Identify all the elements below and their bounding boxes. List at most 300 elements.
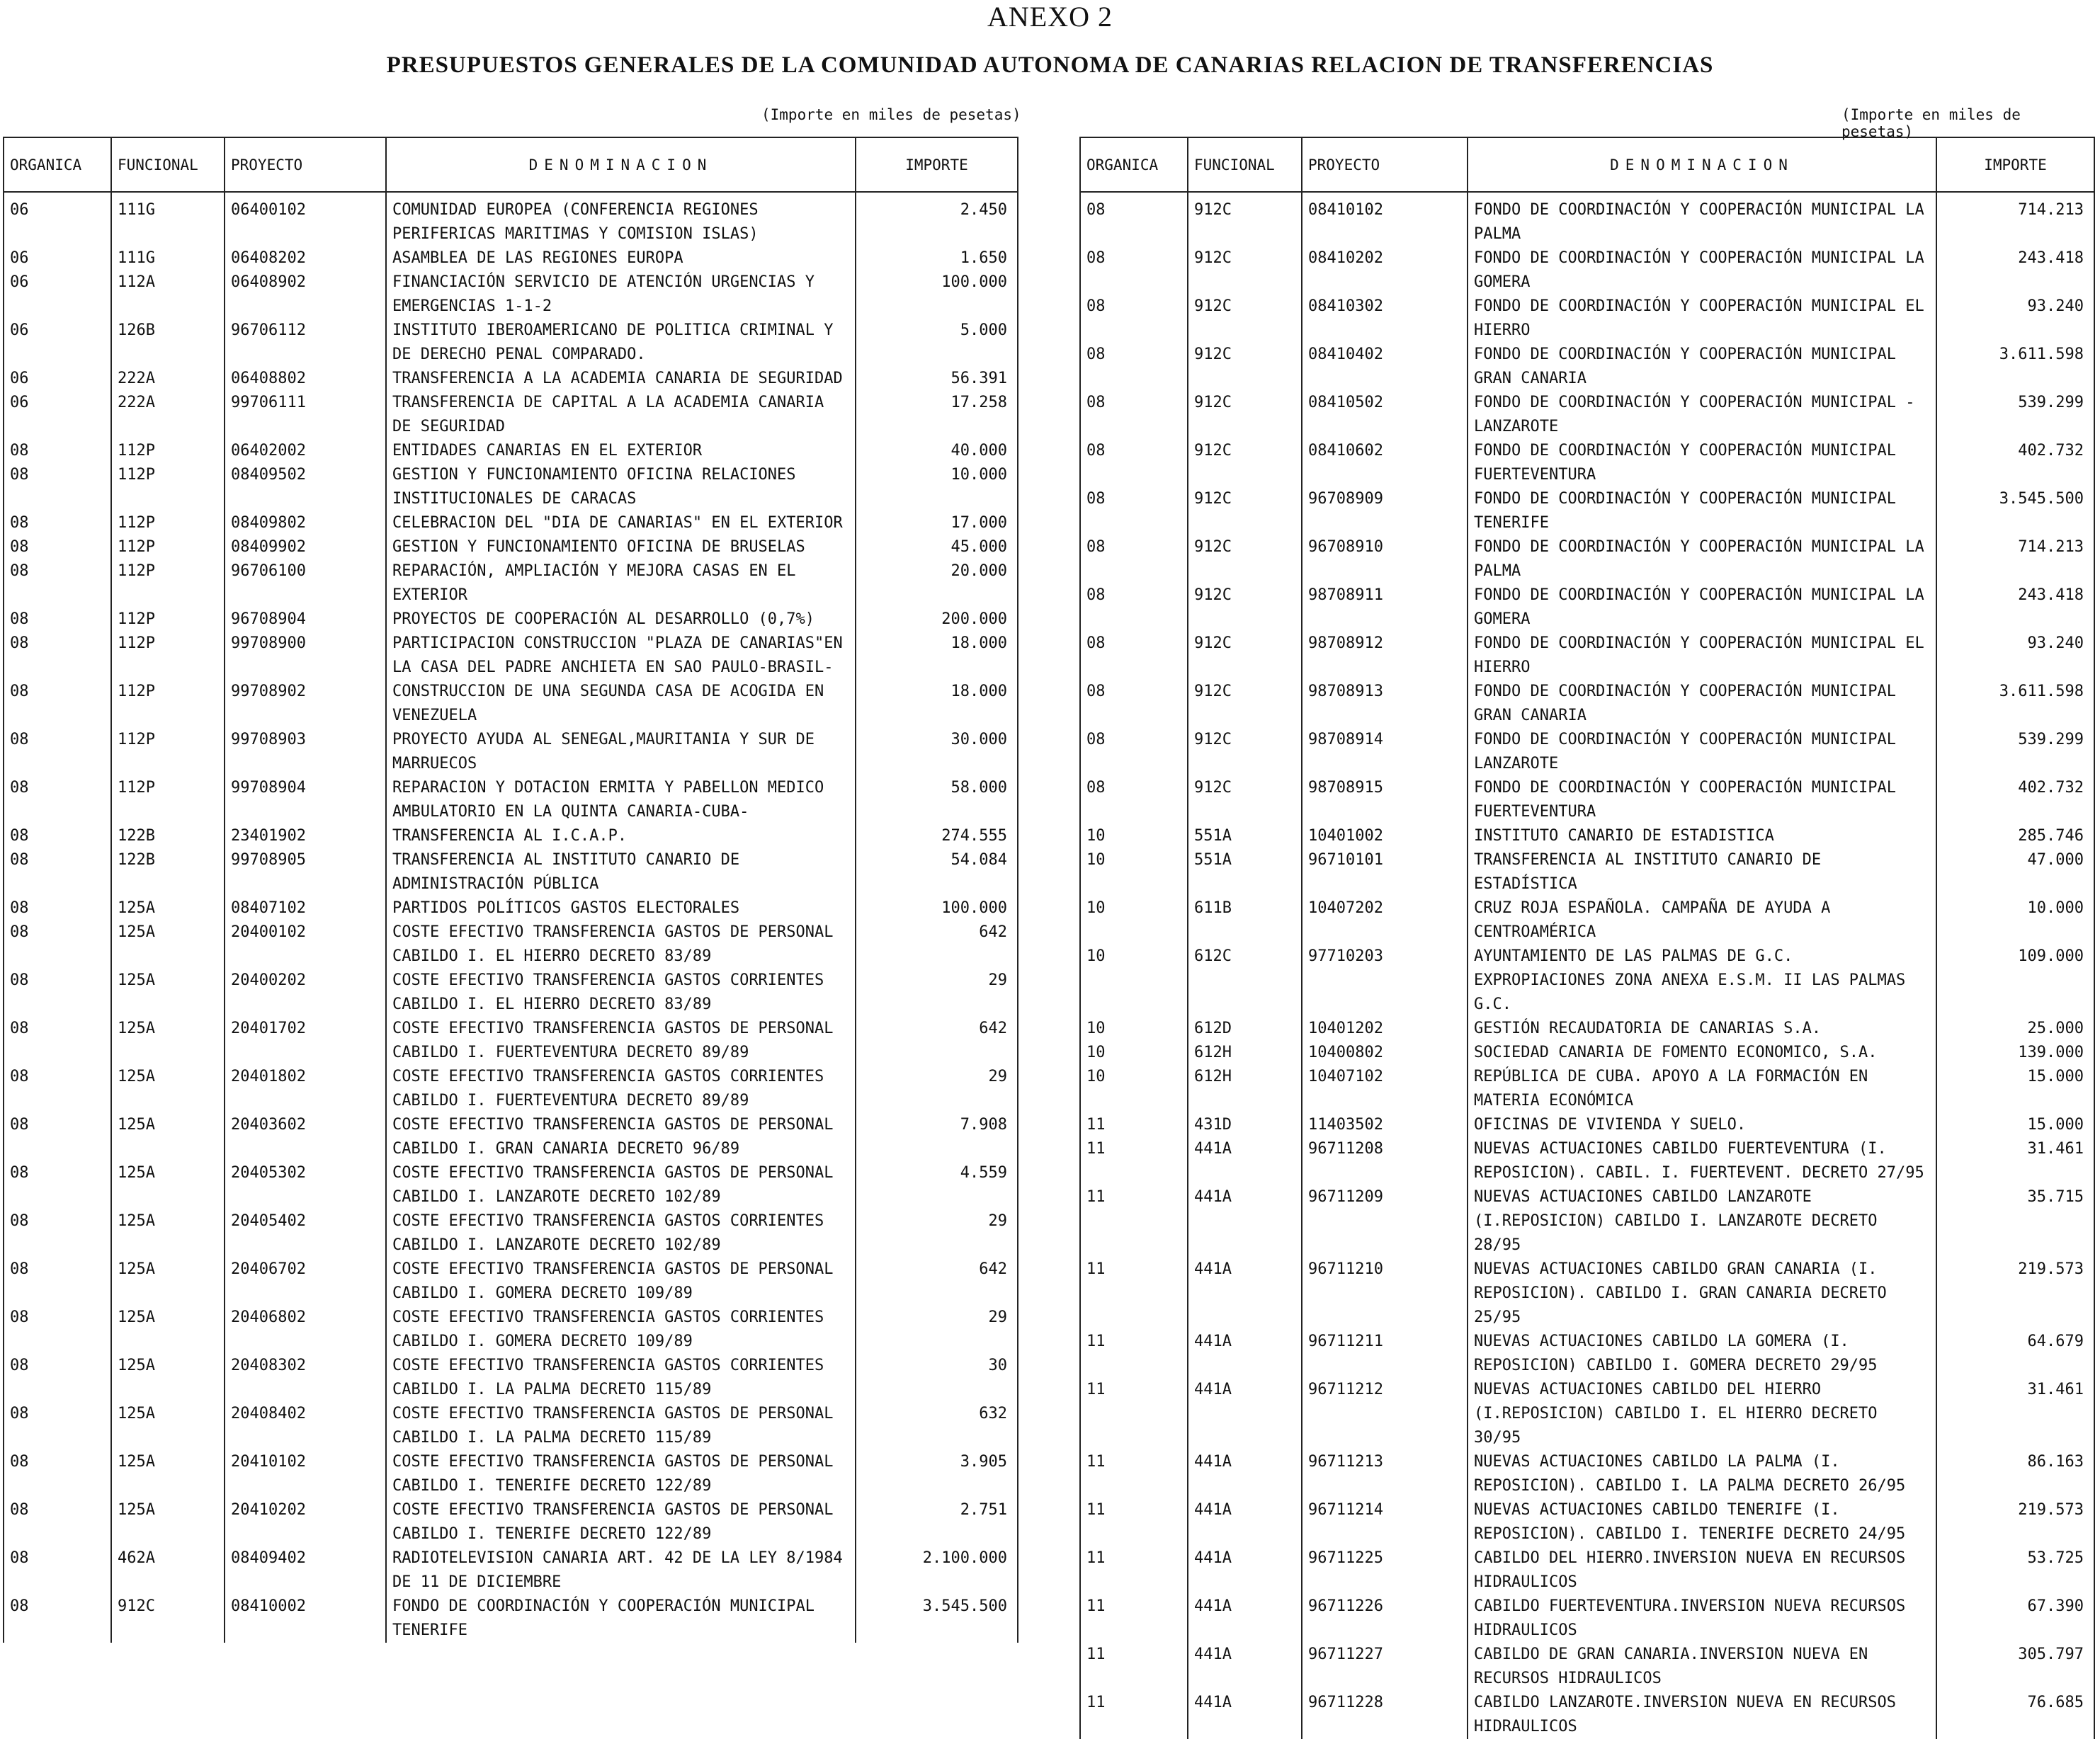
cell-funcional: 912C — [111, 1595, 225, 1643]
cell-denominacion: TRANSFERENCIA AL I.C.A.P. — [386, 824, 856, 848]
cell-proyecto: 10401002 — [1302, 824, 1468, 848]
cell-proyecto: 10400802 — [1302, 1041, 1468, 1065]
cell-organica: 08 — [4, 1354, 111, 1402]
table-row — [4, 776, 1018, 824]
cell-denominacion: FONDO DE COORDINACIÓN Y COOPERACIÓN MUNICIPAL LA PALMA — [1468, 535, 1936, 583]
header-proyecto: PROYECTO — [225, 137, 386, 192]
cell-importe: 29 — [856, 969, 1018, 1017]
cell-funcional: 551A — [1188, 848, 1302, 896]
cell-proyecto: 98708911 — [1302, 583, 1468, 632]
cell-funcional: 112P — [111, 511, 225, 535]
cell-organica: 06 — [4, 246, 111, 270]
cell-proyecto: 96711208 — [1302, 1137, 1468, 1185]
cell-organica: 08 — [1080, 776, 1188, 824]
cell-funcional: 112P — [111, 559, 225, 608]
cell-proyecto: 08410302 — [1302, 295, 1468, 343]
table-row — [4, 1161, 1018, 1209]
cell-funcional: 912C — [1188, 343, 1302, 391]
cell-importe: 30 — [856, 1354, 1018, 1402]
cell-organica: 08 — [4, 824, 111, 848]
table-row — [4, 559, 1018, 608]
cell-importe: 18.000 — [856, 680, 1018, 728]
table-row — [4, 1402, 1018, 1450]
table-row — [4, 728, 1018, 776]
table-row — [4, 848, 1018, 896]
cell-funcional: 125A — [111, 1161, 225, 1209]
cell-funcional: 912C — [1188, 583, 1302, 632]
cell-proyecto: 99708905 — [225, 848, 386, 896]
cell-denominacion: PROYECTOS DE COOPERACIÓN AL DESARROLLO (0,7%) — [386, 608, 856, 632]
table-row — [1080, 945, 2094, 1017]
cell-denominacion: FONDO DE COORDINACIÓN Y COOPERACIÓN MUNICIPAL FUERTEVENTURA — [1468, 439, 1936, 487]
cell-denominacion: COSTE EFECTIVO TRANSFERENCIA GASTOS DE PERSONAL CABILDO I. GOMERA DECRETO 109/89 — [386, 1258, 856, 1306]
cell-importe: 35.715 — [1936, 1185, 2094, 1258]
table-row — [4, 1258, 1018, 1306]
cell-importe: 93.240 — [1936, 295, 2094, 343]
table-row — [1080, 192, 2094, 246]
cell-denominacion: INSTITUTO IBEROAMERICANO DE POLITICA CRIMINAL Y DE DERECHO PENAL COMPARADO. — [386, 319, 856, 367]
cell-importe: 40.000 — [856, 439, 1018, 463]
cell-denominacion: FONDO DE COORDINACIÓN Y COOPERACIÓN MUNICIPAL GRAN CANARIA — [1468, 343, 1936, 391]
cell-organica: 11 — [1080, 1691, 1188, 1739]
cell-proyecto: 08410102 — [1302, 192, 1468, 246]
cell-proyecto: 96711209 — [1302, 1185, 1468, 1258]
cell-importe: 17.258 — [856, 391, 1018, 439]
cell-organica: 08 — [4, 1402, 111, 1450]
cell-importe: 76.685 — [1936, 1691, 2094, 1739]
cell-organica: 10 — [1080, 1017, 1188, 1041]
cell-funcional: 612H — [1188, 1041, 1302, 1065]
cell-proyecto: 20410202 — [225, 1498, 386, 1546]
cell-denominacion: TRANSFERENCIA AL INSTITUTO CANARIO DE ADMINISTRACIÓN PÚBLICA — [386, 848, 856, 896]
cell-importe: 64.679 — [1936, 1330, 2094, 1378]
cell-importe: 100.000 — [856, 270, 1018, 319]
cell-importe: 53.725 — [1936, 1546, 2094, 1595]
cell-proyecto: 08410202 — [1302, 246, 1468, 295]
header-proyecto: PROYECTO — [1302, 137, 1468, 192]
table-row — [1080, 246, 2094, 295]
table-row — [1080, 1450, 2094, 1498]
cell-funcional: 441A — [1188, 1595, 1302, 1643]
cell-importe: 54.084 — [856, 848, 1018, 896]
cell-denominacion: PROYECTO AYUDA AL SENEGAL,MAURITANIA Y SUR DE MARRUECOS — [386, 728, 856, 776]
cell-funcional: 125A — [111, 969, 225, 1017]
cell-funcional: 912C — [1188, 776, 1302, 824]
cell-proyecto: 06402002 — [225, 439, 386, 463]
cell-funcional: 222A — [111, 391, 225, 439]
cell-organica: 08 — [4, 535, 111, 559]
cell-organica: 11 — [1080, 1450, 1188, 1498]
cell-funcional: 612D — [1188, 1017, 1302, 1041]
cell-funcional: 111G — [111, 192, 225, 246]
cell-funcional: 222A — [111, 367, 225, 391]
cell-organica: 08 — [4, 728, 111, 776]
table-row — [4, 680, 1018, 728]
cell-importe: 93.240 — [1936, 632, 2094, 680]
cell-proyecto: 20401802 — [225, 1065, 386, 1113]
cell-organica: 11 — [1080, 1137, 1188, 1185]
table-row — [4, 1498, 1018, 1546]
cell-denominacion: ENTIDADES CANARIAS EN EL EXTERIOR — [386, 439, 856, 463]
cell-denominacion: COMUNIDAD EUROPEA (CONFERENCIA REGIONES PERIFERICAS MARITIMAS Y COMISION ISLAS) — [386, 192, 856, 246]
table-row — [1080, 680, 2094, 728]
cell-organica: 06 — [4, 192, 111, 246]
table-row — [4, 1209, 1018, 1258]
header-importe: IMPORTE — [856, 137, 1018, 192]
cell-organica: 10 — [1080, 1065, 1188, 1113]
cell-organica: 08 — [4, 559, 111, 608]
table-row — [1080, 728, 2094, 776]
cell-organica: 08 — [1080, 246, 1188, 295]
cell-proyecto: 08409502 — [225, 463, 386, 511]
cell-proyecto: 98708914 — [1302, 728, 1468, 776]
cell-funcional: 125A — [111, 1113, 225, 1161]
cell-funcional: 125A — [111, 1017, 225, 1065]
cell-denominacion: CELEBRACION DEL "DIA DE CANARIAS" EN EL EXTERIOR — [386, 511, 856, 535]
cell-denominacion: GESTION Y FUNCIONAMIENTO OFICINA DE BRUSELAS — [386, 535, 856, 559]
cell-denominacion: RADIOTELEVISION CANARIA ART. 42 DE LA LEY 8/1984 DE 11 DE DICIEMBRE — [386, 1546, 856, 1595]
cell-funcional: 112P — [111, 776, 225, 824]
cell-proyecto: 06400102 — [225, 192, 386, 246]
cell-importe: 200.000 — [856, 608, 1018, 632]
cell-funcional: 912C — [1188, 439, 1302, 487]
cell-funcional: 112P — [111, 680, 225, 728]
cell-funcional: 912C — [1188, 192, 1302, 246]
cell-denominacion: TRANSFERENCIA DE CAPITAL A LA ACADEMIA CANARIA DE SEGURIDAD — [386, 391, 856, 439]
cell-organica: 08 — [4, 680, 111, 728]
cell-funcional: 125A — [111, 1498, 225, 1546]
cell-importe: 15.000 — [1936, 1065, 2094, 1113]
header-importe: IMPORTE — [1936, 137, 2094, 192]
cell-denominacion: COSTE EFECTIVO TRANSFERENCIA GASTOS CORRIENTES CABILDO I. LA PALMA DECRETO 115/89 — [386, 1354, 856, 1402]
cell-proyecto: 20405302 — [225, 1161, 386, 1209]
cell-proyecto: 10401202 — [1302, 1017, 1468, 1041]
cell-funcional: 551A — [1188, 824, 1302, 848]
cell-importe: 632 — [856, 1402, 1018, 1450]
cell-funcional: 125A — [111, 1450, 225, 1498]
cell-denominacion: COSTE EFECTIVO TRANSFERENCIA GASTOS CORRIENTES CABILDO I. LANZAROTE DECRETO 102/89 — [386, 1209, 856, 1258]
transfers-table-left — [3, 137, 1018, 1643]
cell-proyecto: 20410102 — [225, 1450, 386, 1498]
header-organica: ORGANICA — [4, 137, 111, 192]
table-header-row — [1080, 137, 2094, 192]
cell-denominacion: FONDO DE COORDINACIÓN Y COOPERACIÓN MUNICIPAL TENERIFE — [386, 1595, 856, 1643]
cell-organica: 08 — [4, 1017, 111, 1065]
cell-funcional: 125A — [111, 1306, 225, 1354]
cell-denominacion: FONDO DE COORDINACIÓN Y COOPERACIÓN MUNICIPAL TENERIFE — [1468, 487, 1936, 535]
cell-importe: 31.461 — [1936, 1378, 2094, 1450]
cell-denominacion: COSTE EFECTIVO TRANSFERENCIA GASTOS DE PERSONAL CABILDO I. LANZAROTE DECRETO 102/89 — [386, 1161, 856, 1209]
cell-denominacion: PARTIDOS POLÍTICOS GASTOS ELECTORALES — [386, 896, 856, 920]
cell-organica: 08 — [4, 1546, 111, 1595]
cell-organica: 10 — [1080, 824, 1188, 848]
cell-organica: 11 — [1080, 1185, 1188, 1258]
cell-denominacion: TRANSFERENCIA A LA ACADEMIA CANARIA DE SEGURIDAD — [386, 367, 856, 391]
cell-organica: 08 — [4, 511, 111, 535]
table-row — [1080, 295, 2094, 343]
cell-proyecto: 96711225 — [1302, 1546, 1468, 1595]
cell-organica: 11 — [1080, 1498, 1188, 1546]
table-row — [1080, 1065, 2094, 1113]
cell-proyecto: 96708910 — [1302, 535, 1468, 583]
cell-funcional: 112P — [111, 463, 225, 511]
table-row — [1080, 1643, 2094, 1691]
cell-organica: 11 — [1080, 1113, 1188, 1137]
table-row — [4, 1306, 1018, 1354]
cell-proyecto: 99708903 — [225, 728, 386, 776]
table-row — [1080, 1546, 2094, 1595]
cell-organica: 08 — [4, 1595, 111, 1643]
cell-organica: 06 — [4, 319, 111, 367]
cell-organica: 11 — [1080, 1378, 1188, 1450]
table-row — [4, 511, 1018, 535]
cell-funcional: 441A — [1188, 1450, 1302, 1498]
cell-denominacion: NUEVAS ACTUACIONES CABILDO LANZAROTE (I.REPOSICION) CABILDO I. LANZAROTE DECRETO 28/95 — [1468, 1185, 1936, 1258]
cell-organica: 08 — [1080, 439, 1188, 487]
table-row — [1080, 824, 2094, 848]
table-row — [4, 1065, 1018, 1113]
cell-denominacion: ASAMBLEA DE LAS REGIONES EUROPA — [386, 246, 856, 270]
cell-organica: 08 — [4, 1113, 111, 1161]
cell-funcional: 912C — [1188, 728, 1302, 776]
cell-funcional: 441A — [1188, 1378, 1302, 1450]
table-row — [4, 1354, 1018, 1402]
table-row — [1080, 1330, 2094, 1378]
cell-proyecto: 96708904 — [225, 608, 386, 632]
cell-funcional: 441A — [1188, 1546, 1302, 1595]
table-row — [4, 896, 1018, 920]
cell-organica: 06 — [4, 391, 111, 439]
cell-funcional: 112P — [111, 535, 225, 559]
table-row — [4, 439, 1018, 463]
cell-importe: 56.391 — [856, 367, 1018, 391]
cell-funcional: 125A — [111, 1258, 225, 1306]
cell-funcional: 912C — [1188, 632, 1302, 680]
cell-denominacion: GESTION Y FUNCIONAMIENTO OFICINA RELACIONES INSTITUCIONALES DE CARACAS — [386, 463, 856, 511]
cell-denominacion: CABILDO LANZAROTE.INVERSION NUEVA EN RECURSOS HIDRAULICOS — [1468, 1691, 1936, 1739]
cell-organica: 08 — [4, 776, 111, 824]
cell-proyecto: 96711212 — [1302, 1378, 1468, 1450]
cell-funcional: 912C — [1188, 391, 1302, 439]
cell-denominacion: GESTIÓN RECAUDATORIA DE CANARIAS S.A. — [1468, 1017, 1936, 1041]
cell-denominacion: COSTE EFECTIVO TRANSFERENCIA GASTOS CORRIENTES CABILDO I. GOMERA DECRETO 109/89 — [386, 1306, 856, 1354]
table-row — [1080, 391, 2094, 439]
cell-funcional: 125A — [111, 1209, 225, 1258]
cell-importe: 25.000 — [1936, 1017, 2094, 1041]
cell-organica: 08 — [4, 632, 111, 680]
cell-proyecto: 96710101 — [1302, 848, 1468, 896]
cell-denominacion: CABILDO DE GRAN CANARIA.INVERSION NUEVA EN RECURSOS HIDRAULICOS — [1468, 1643, 1936, 1691]
cell-organica: 11 — [1080, 1546, 1188, 1595]
table-row — [1080, 487, 2094, 535]
cell-organica: 08 — [4, 848, 111, 896]
cell-denominacion: REPARACION Y DOTACION ERMITA Y PABELLON MEDICO AMBULATORIO EN LA QUINTA CANARIA-CUBA- — [386, 776, 856, 824]
table-row — [4, 391, 1018, 439]
cell-denominacion: NUEVAS ACTUACIONES CABILDO FUERTEVENTURA (I. REPOSICION). CABIL. I. FUERTEVENT. DECRETO 27/95 — [1468, 1137, 1936, 1185]
table-row — [4, 920, 1018, 969]
header-funcional: FUNCIONAL — [111, 137, 225, 192]
cell-funcional: 912C — [1188, 535, 1302, 583]
cell-organica: 11 — [1080, 1258, 1188, 1330]
cell-funcional: 912C — [1188, 680, 1302, 728]
cell-funcional: 441A — [1188, 1643, 1302, 1691]
cell-denominacion: CRUZ ROJA ESPAÑOLA. CAMPAÑA DE AYUDA A CENTROAMÉRICA — [1468, 896, 1936, 945]
cell-funcional: 112P — [111, 632, 225, 680]
cell-proyecto: 23401902 — [225, 824, 386, 848]
cell-organica: 10 — [1080, 945, 1188, 1017]
header-denominacion: DENOMINACION — [386, 137, 856, 192]
cell-denominacion: AYUNTAMIENTO DE LAS PALMAS DE G.C. EXPROPIACIONES ZONA ANEXA E.S.M. II LAS PALMAS G.C. — [1468, 945, 1936, 1017]
cell-proyecto: 06408902 — [225, 270, 386, 319]
cell-proyecto: 08410002 — [225, 1595, 386, 1643]
table-row — [1080, 776, 2094, 824]
cell-proyecto: 96706100 — [225, 559, 386, 608]
cell-denominacion: FONDO DE COORDINACIÓN Y COOPERACIÓN MUNICIPAL GRAN CANARIA — [1468, 680, 1936, 728]
cell-denominacion: NUEVAS ACTUACIONES CABILDO TENERIFE (I. REPOSICION). CABILDO I. TENERIFE DECRETO 24/95 — [1468, 1498, 1936, 1546]
cell-importe: 2.751 — [856, 1498, 1018, 1546]
cell-denominacion: OFICINAS DE VIVIENDA Y SUELO. — [1468, 1113, 1936, 1137]
cell-importe: 139.000 — [1936, 1041, 2094, 1065]
cell-denominacion: REPÚBLICA DE CUBA. APOYO A LA FORMACIÓN EN MATERIA ECONÓMICA — [1468, 1065, 1936, 1113]
page-title: PRESUPUESTOS GENERALES DE LA COMUNIDAD AUTONOMA DE CANARIAS RELACION DE TRANSFERENCIAS — [386, 52, 1714, 78]
cell-importe: 642 — [856, 920, 1018, 969]
cell-organica: 08 — [1080, 632, 1188, 680]
cell-proyecto: 20400102 — [225, 920, 386, 969]
cell-proyecto: 98708912 — [1302, 632, 1468, 680]
table-row — [4, 969, 1018, 1017]
cell-importe: 47.000 — [1936, 848, 2094, 896]
cell-funcional: 441A — [1188, 1498, 1302, 1546]
cell-importe: 109.000 — [1936, 945, 2094, 1017]
cell-proyecto: 20405402 — [225, 1209, 386, 1258]
cell-denominacion: FONDO DE COORDINACIÓN Y COOPERACIÓN MUNICIPAL - LANZAROTE — [1468, 391, 1936, 439]
cell-organica: 08 — [4, 1498, 111, 1546]
cell-importe: 86.163 — [1936, 1450, 2094, 1498]
table-row — [1080, 1017, 2094, 1041]
cell-denominacion: FONDO DE COORDINACIÓN Y COOPERACIÓN MUNICIPAL EL HIERRO — [1468, 632, 1936, 680]
cell-funcional: 611B — [1188, 896, 1302, 945]
cell-organica: 11 — [1080, 1643, 1188, 1691]
cell-funcional: 122B — [111, 848, 225, 896]
cell-proyecto: 08410402 — [1302, 343, 1468, 391]
cell-denominacion: FONDO DE COORDINACIÓN Y COOPERACIÓN MUNICIPAL LA GOMERA — [1468, 246, 1936, 295]
cell-denominacion: COSTE EFECTIVO TRANSFERENCIA GASTOS DE PERSONAL CABILDO I. TENERIFE DECRETO 122/89 — [386, 1450, 856, 1498]
cell-denominacion: REPARACIÓN, AMPLIACIÓN Y MEJORA CASAS EN EL EXTERIOR — [386, 559, 856, 608]
cell-proyecto: 96711211 — [1302, 1330, 1468, 1378]
cell-proyecto: 96711210 — [1302, 1258, 1468, 1330]
cell-importe: 274.555 — [856, 824, 1018, 848]
cell-importe: 7.908 — [856, 1113, 1018, 1161]
cell-funcional: 441A — [1188, 1330, 1302, 1378]
cell-denominacion: COSTE EFECTIVO TRANSFERENCIA GASTOS DE PERSONAL CABILDO I. FUERTEVENTURA DECRETO 89/89 — [386, 1017, 856, 1065]
unit-note-left: (Importe en miles de pesetas) — [761, 106, 1021, 123]
cell-importe: 714.213 — [1936, 535, 2094, 583]
header-denominacion: DENOMINACION — [1468, 137, 1936, 192]
cell-proyecto: 96706112 — [225, 319, 386, 367]
cell-denominacion: CABILDO DEL HIERRO.INVERSION NUEVA EN RECURSOS HIDRAULICOS — [1468, 1546, 1936, 1595]
cell-funcional: 125A — [111, 1402, 225, 1450]
table-row — [1080, 1691, 2094, 1739]
cell-organica: 08 — [1080, 535, 1188, 583]
cell-proyecto: 11403502 — [1302, 1113, 1468, 1137]
cell-importe: 539.299 — [1936, 728, 2094, 776]
cell-importe: 4.559 — [856, 1161, 1018, 1209]
cell-importe: 3.545.500 — [856, 1595, 1018, 1643]
cell-proyecto: 08409902 — [225, 535, 386, 559]
cell-organica: 08 — [4, 896, 111, 920]
cell-organica: 08 — [1080, 343, 1188, 391]
cell-organica: 08 — [1080, 680, 1188, 728]
table-row — [1080, 1113, 2094, 1137]
cell-denominacion: PARTICIPACION CONSTRUCCION "PLAZA DE CANARIAS"EN LA CASA DEL PADRE ANCHIETA EN SAO PAULO-BRASIL- — [386, 632, 856, 680]
cell-proyecto: 20403602 — [225, 1113, 386, 1161]
cell-funcional: 441A — [1188, 1137, 1302, 1185]
cell-denominacion: FINANCIACIÓN SERVICIO DE ATENCIÓN URGENCIAS Y EMERGENCIAS 1-1-2 — [386, 270, 856, 319]
table-row — [1080, 343, 2094, 391]
cell-proyecto: 20406702 — [225, 1258, 386, 1306]
cell-denominacion: FONDO DE COORDINACIÓN Y COOPERACIÓN MUNICIPAL EL HIERRO — [1468, 295, 1936, 343]
cell-funcional: 912C — [1188, 487, 1302, 535]
cell-organica: 08 — [4, 1209, 111, 1258]
cell-importe: 2.450 — [856, 192, 1018, 246]
table-row — [4, 1113, 1018, 1161]
cell-denominacion: FONDO DE COORDINACIÓN Y COOPERACIÓN MUNICIPAL LA GOMERA — [1468, 583, 1936, 632]
cell-proyecto: 99706111 — [225, 391, 386, 439]
cell-importe: 15.000 — [1936, 1113, 2094, 1137]
cell-organica: 06 — [4, 270, 111, 319]
cell-proyecto: 08409402 — [225, 1546, 386, 1595]
table-row — [1080, 632, 2094, 680]
table-row — [4, 367, 1018, 391]
cell-organica: 10 — [1080, 1041, 1188, 1065]
cell-funcional: 112P — [111, 608, 225, 632]
cell-importe: 18.000 — [856, 632, 1018, 680]
cell-proyecto: 20400202 — [225, 969, 386, 1017]
cell-proyecto: 97710203 — [1302, 945, 1468, 1017]
cell-importe: 29 — [856, 1209, 1018, 1258]
cell-importe: 31.461 — [1936, 1137, 2094, 1185]
cell-importe: 3.905 — [856, 1450, 1018, 1498]
cell-denominacion: NUEVAS ACTUACIONES CABILDO LA GOMERA (I. REPOSICION) CABILDO I. GOMERA DECRETO 29/95 — [1468, 1330, 1936, 1378]
cell-importe: 100.000 — [856, 896, 1018, 920]
cell-denominacion: COSTE EFECTIVO TRANSFERENCIA GASTOS CORRIENTES CABILDO I. EL HIERRO DECRETO 83/89 — [386, 969, 856, 1017]
cell-proyecto: 98708913 — [1302, 680, 1468, 728]
cell-organica: 08 — [4, 920, 111, 969]
cell-organica: 08 — [4, 463, 111, 511]
cell-importe: 5.000 — [856, 319, 1018, 367]
cell-importe: 45.000 — [856, 535, 1018, 559]
table-row — [1080, 1137, 2094, 1185]
cell-funcional: 441A — [1188, 1185, 1302, 1258]
cell-funcional: 125A — [111, 920, 225, 969]
cell-funcional: 912C — [1188, 295, 1302, 343]
cell-importe: 58.000 — [856, 776, 1018, 824]
header-organica: ORGANICA — [1080, 137, 1188, 192]
table-row — [1080, 848, 2094, 896]
cell-importe: 402.732 — [1936, 439, 2094, 487]
cell-denominacion: CONSTRUCCION DE UNA SEGUNDA CASA DE ACOGIDA EN VENEZUELA — [386, 680, 856, 728]
cell-proyecto: 06408202 — [225, 246, 386, 270]
cell-importe: 3.611.598 — [1936, 680, 2094, 728]
cell-importe: 2.100.000 — [856, 1546, 1018, 1595]
cell-importe: 243.418 — [1936, 246, 2094, 295]
table-row — [4, 1595, 1018, 1643]
cell-funcional: 122B — [111, 824, 225, 848]
cell-proyecto: 20408302 — [225, 1354, 386, 1402]
cell-proyecto: 99708902 — [225, 680, 386, 728]
cell-organica: 11 — [1080, 1595, 1188, 1643]
cell-importe: 642 — [856, 1258, 1018, 1306]
